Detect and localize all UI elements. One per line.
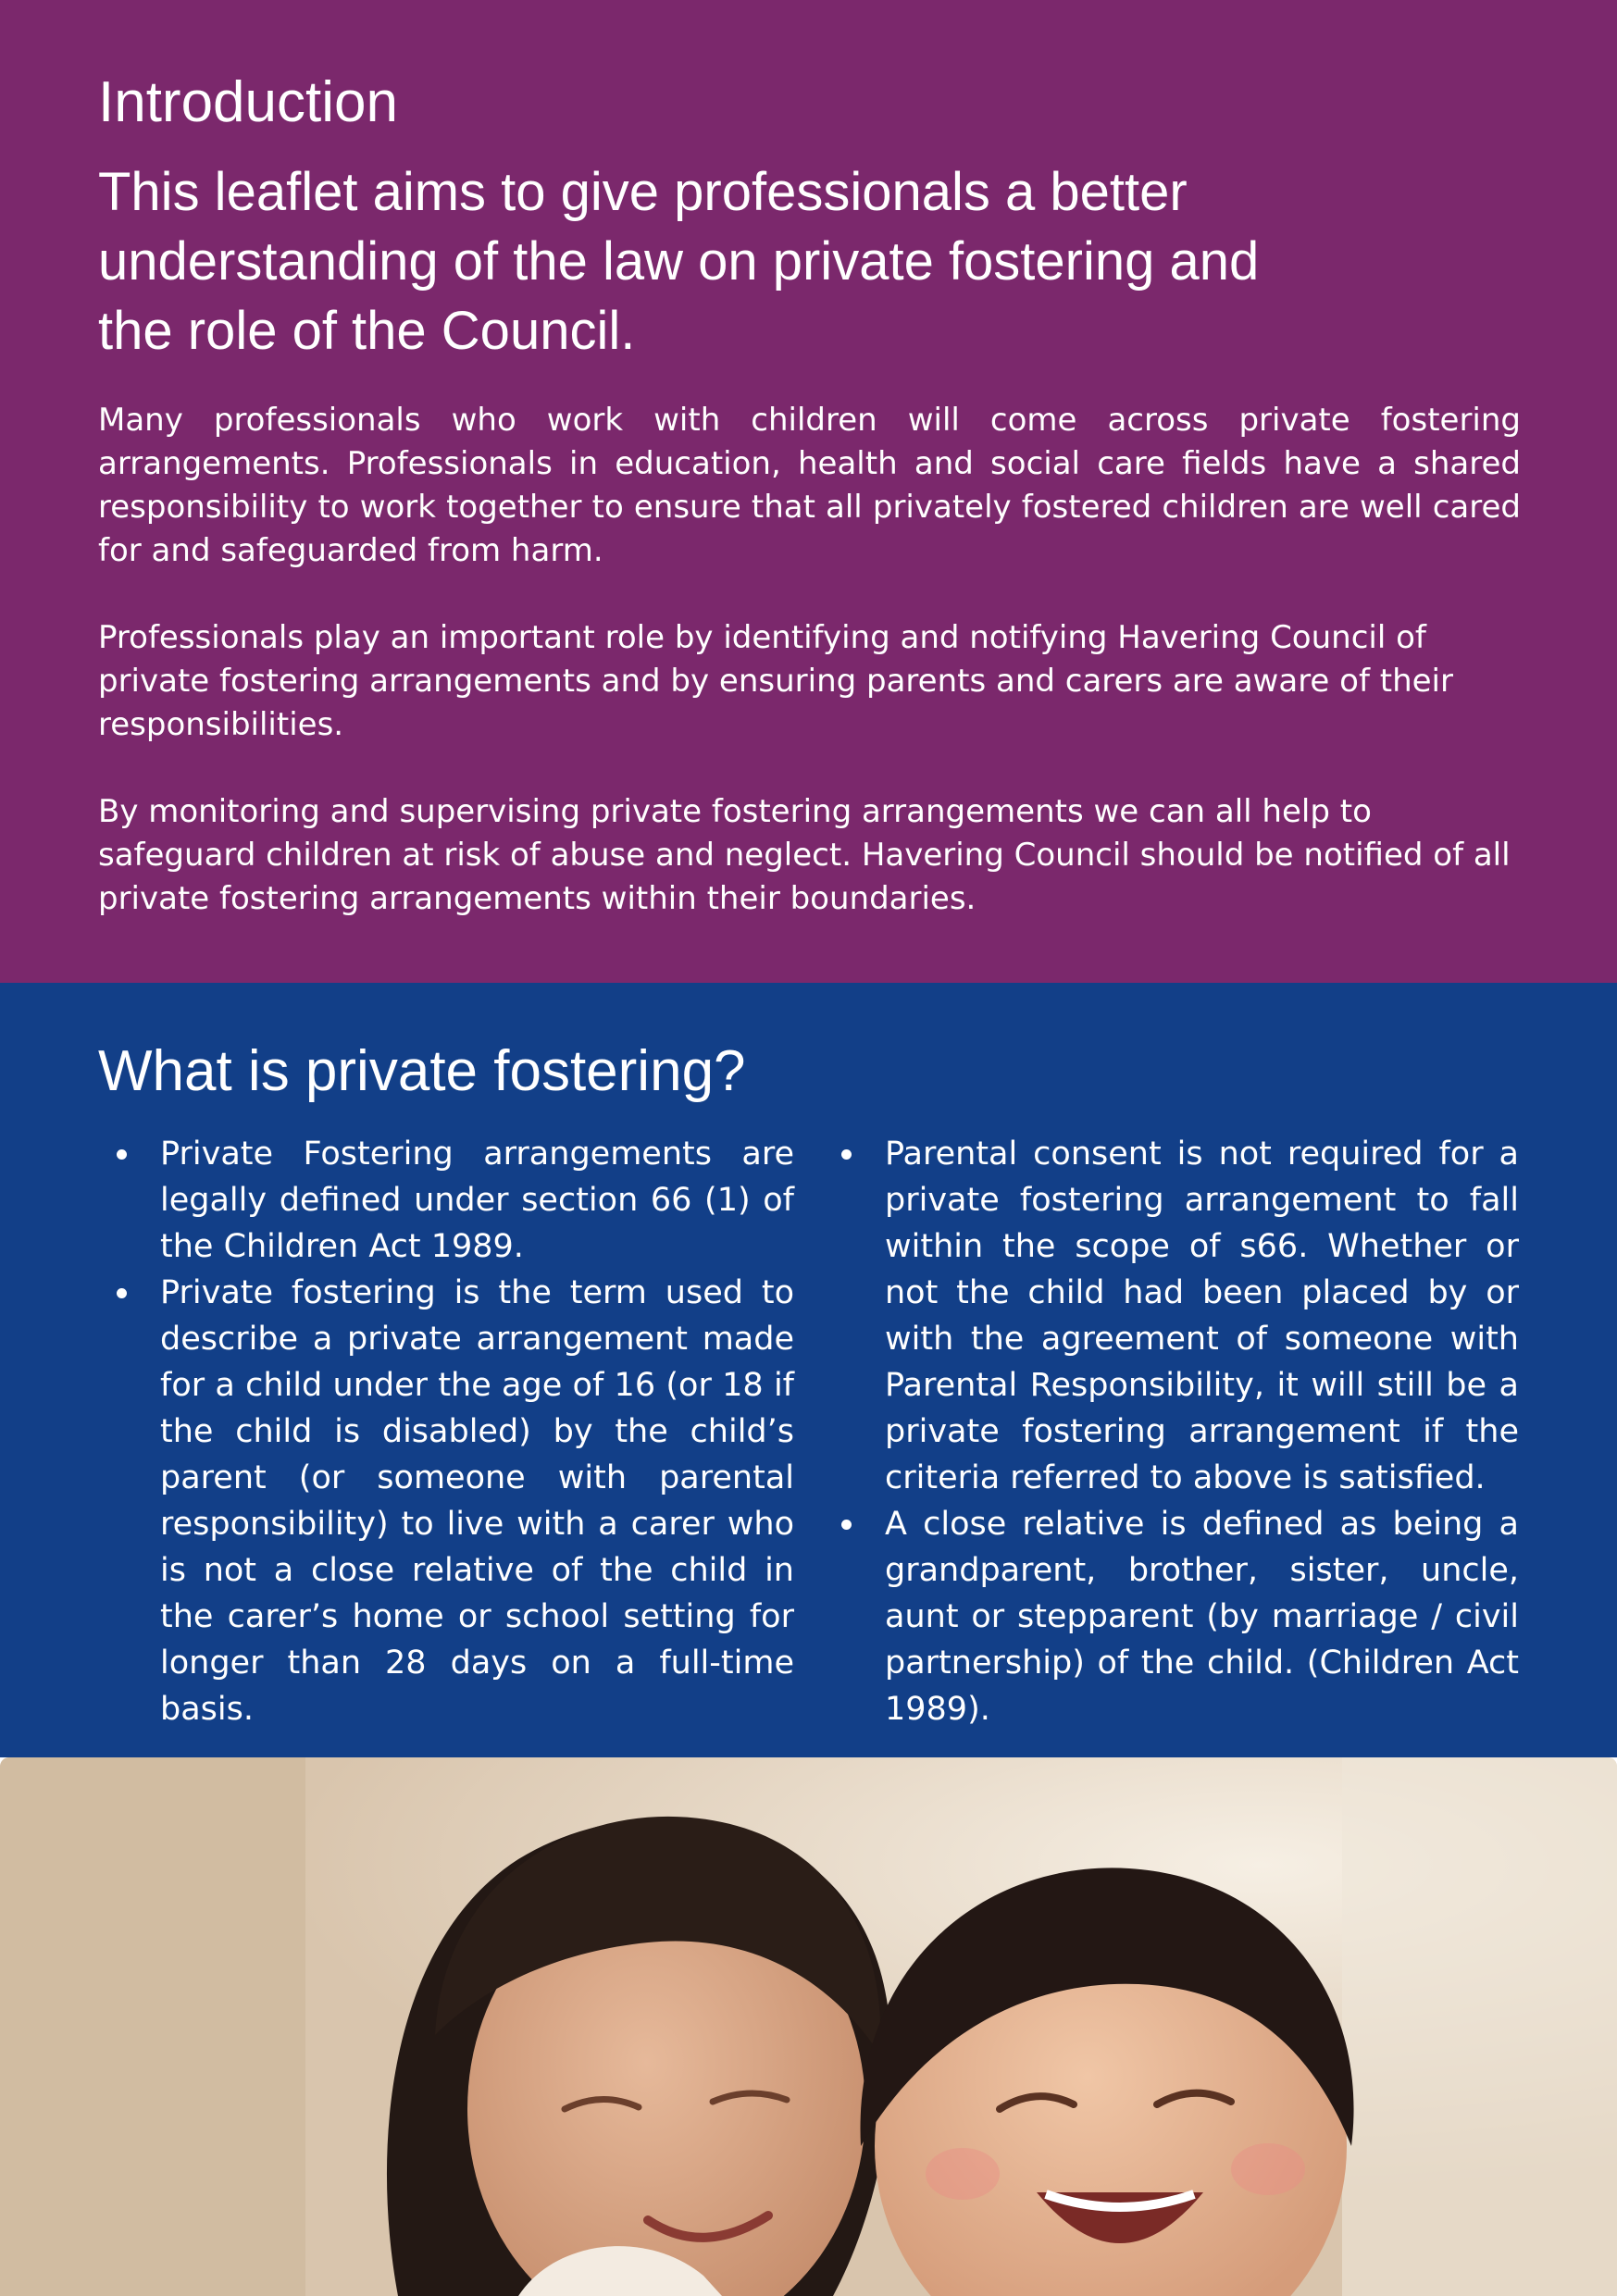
carer-and-child-illustration — [0, 1757, 1617, 2296]
introduction-paragraph: By monitoring and supervising private fostering arrangements we can all help to safeguard children at risk of abuse and neglect. Havering Council should be notified of all private fostering arrangements within their boundaries. — [98, 793, 1511, 917]
left-bullet-list — [98, 1131, 794, 1732]
list-item-text: Parental consent is not required for a private fostering arrangement to fall within the scope of s66. Whether or not the child had been placed by or with the agreement of someone with Parental Responsibility, it will still be a private fostering arrangement if the criteria referred to above is satisfied. — [885, 1136, 1519, 1496]
list-item-text: Private Fostering arrangements are legally defined under section 66 (1) of the Children Act 1989. — [160, 1136, 794, 1265]
introduction-lead: This leaflet aims to give professionals a better understanding of the law on private fostering and the role of the Council. — [98, 162, 1260, 361]
introduction-paragraph: Many professionals who work with children will come across private fostering arrangements. Professionals in education, health and social care fields have a shared responsibility to work together to ensure that all privately fostered children are well cared for and safeguarded from harm. — [98, 402, 1521, 569]
introduction-heading: Introduction — [98, 70, 398, 134]
list-item — [98, 1270, 794, 1732]
list-item-text: A close relative is defined as being a grandparent, brother, sister, uncle, aunt or stepparent (by marriage / civil partnership) of the child. (Children Act 1989). — [885, 1506, 1519, 1728]
left-column — [98, 1131, 794, 1732]
bullet-icon — [841, 1520, 852, 1530]
bullet-icon — [841, 1149, 852, 1160]
what-is-private-fostering-heading: What is private fostering? — [98, 1039, 746, 1103]
bullet-icon — [117, 1288, 127, 1298]
carer-and-child-photo — [0, 1757, 1617, 2296]
right-column — [823, 1131, 1519, 1732]
list-item-text: Private fostering is the term used to describe a private arrangement made for a child under the age of 16 (or 18 if the child is disabled) by the child’s parent (or someone with parental responsibility) to live with a carer who is not a close relative of the child in the carer’s home or school setting for longer than 28 days on a full-time basis. — [160, 1274, 794, 1728]
bullet-icon — [117, 1149, 127, 1160]
what-is-private-fostering-section — [0, 983, 1617, 1757]
introduction-paragraph: Professionals play an important role by identifying and notifying Havering Council of private fostering arrangements and by ensuring parents and carers are aware of their responsibilities. — [98, 619, 1453, 743]
definition-columns — [98, 1131, 1519, 1732]
right-bullet-list — [823, 1131, 1519, 1732]
list-item — [823, 1131, 1519, 1501]
list-item — [823, 1501, 1519, 1732]
introduction-section — [0, 0, 1617, 983]
introduction-body — [98, 399, 1521, 921]
list-item — [98, 1131, 794, 1270]
